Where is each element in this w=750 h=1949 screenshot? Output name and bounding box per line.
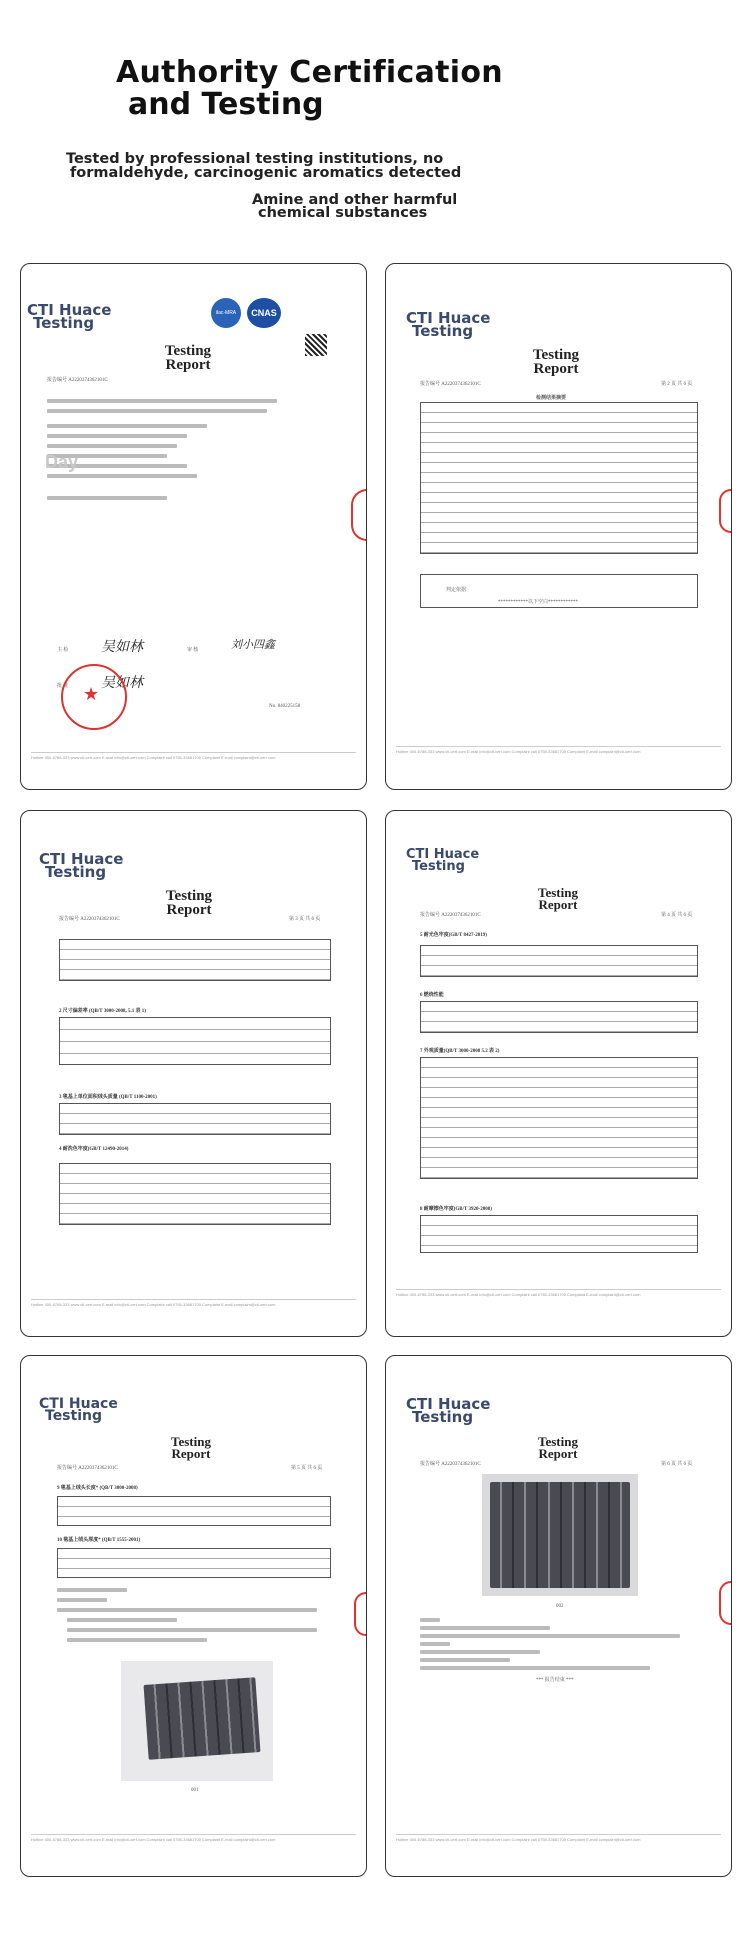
info-line (47, 399, 277, 403)
report-page-6 (385, 1355, 732, 1877)
note-line (57, 1608, 317, 1612)
fiber-table (59, 939, 331, 981)
logo-line2: Testing (412, 859, 465, 874)
logo-line2: Testing (412, 322, 474, 340)
report-heading-line2: Report (538, 897, 578, 912)
cnas-icon (247, 298, 281, 328)
page-number: 第 2 页 共 6 页 (661, 382, 693, 387)
end-marker: *** 报告结束 *** (536, 1678, 574, 1683)
section-10-title: 10 毯基上绒头厚度* (QB/T 1555-2001) (57, 1538, 141, 1543)
statement-line (420, 1658, 510, 1662)
hero-subtitle-line4: chemical substances (258, 205, 428, 221)
seal-stamp-edge (719, 489, 731, 533)
info-line (47, 424, 207, 428)
reviewer-label: 审 核 (187, 648, 199, 653)
report-number: 报告编号 A2220374362101C (420, 913, 481, 918)
report-serial: No. 840225158 (269, 704, 301, 709)
statement-line (420, 1666, 650, 1670)
logo-line1: CTI Huace (39, 1396, 118, 1412)
statement-line (420, 1650, 540, 1654)
hero-title-line1: Authority Certification (116, 55, 503, 90)
hero-title-line2: and Testing (128, 87, 324, 122)
logo-line2: Testing (45, 1408, 102, 1424)
section-9-title: 9 毯基上绒头长度* (QB/T 3000-2008) (57, 1486, 138, 1491)
page-footer: Hotline 400-6788-333 www.cti-cert.com E-mail info@cti-cert.com Complaint call 0755-33681700 Complaint E-mail complaint@cti-cert.com (396, 1289, 721, 1297)
report-number: 报告编号 A2220374362101C (420, 1462, 481, 1467)
day-watermark-text: Day (45, 452, 79, 472)
rub-fastness-table (420, 1215, 698, 1253)
carpet-sample-image (144, 1677, 261, 1760)
hero-banner (0, 0, 750, 240)
reviewer-signature: 刘小四鑫 (231, 638, 275, 651)
pile-mass-table (59, 1103, 331, 1135)
report-heading (148, 344, 228, 372)
section-2-title: 2 尺寸偏差率 (QB/T 3000-2008, 5.1 表 1) (59, 1009, 146, 1014)
note-line (67, 1638, 207, 1642)
section-8-title: 8 耐摩擦色牢度(GB/T 3920-2008) (420, 1207, 492, 1212)
seal-stamp-edge (351, 489, 367, 541)
report-heading-line1: Testing (164, 343, 212, 359)
size-table (59, 1017, 331, 1065)
note-line (57, 1588, 127, 1592)
photo-caption-002: 002 (556, 1604, 564, 1609)
light-fastness-table (420, 945, 698, 977)
report-heading (516, 348, 596, 376)
hero-subtitle-line1: Tested by professional testing institutions, no (66, 151, 444, 167)
cti-logo (406, 849, 479, 873)
page-number: 第 3 页 共 6 页 (289, 917, 321, 922)
cti-logo (406, 309, 491, 340)
page-footer: Hotline 400-6788-333 www.cti-cert.com E-mail info@cti-cert.com Complaint call 0755-33681700 Complaint E-mail complaint@cti-cert.com (396, 1834, 721, 1842)
approver-label: 批 准 (57, 684, 69, 689)
logo-line2: Testing (412, 1408, 474, 1426)
carpet-sample-image (490, 1482, 630, 1588)
report-number: 报告编号 A2220374362101C (57, 1466, 118, 1471)
page-footer: Hotline 400-6788-333 www.cti-cert.com E-mail info@cti-cert.com Complaint call 0755-33681700 Complaint E-mail complaint@cti-cert.com (396, 746, 721, 754)
report-number: 报告编号 A2220374362101C (420, 382, 481, 387)
ilac-mra-icon (211, 298, 241, 328)
report-page-2 (385, 263, 732, 790)
logo-line1: CTI Huace (406, 309, 491, 327)
wash-fastness-table (59, 1163, 331, 1225)
report-heading-line2: Report (166, 902, 212, 918)
seal-star-icon: ★ (83, 684, 100, 704)
section-6-title: 6 燃烧性能 (420, 993, 444, 998)
report-heading (149, 889, 229, 917)
note-line (67, 1628, 317, 1632)
page-footer: Hotline 400-6788-333 www.cti-cert.com E-mail info@cti-cert.com Complaint call 0755-33681700 Complaint E-mail complaint@cti-cert.com (31, 752, 356, 760)
report-page-4 (385, 810, 732, 1337)
info-line (47, 409, 267, 413)
photo-caption-001: 001 (191, 1788, 199, 1793)
judge-label: 判定依据 (446, 588, 467, 593)
report-number: 报告编号 A2220374362101C (59, 917, 120, 922)
cti-logo (27, 301, 112, 332)
pile-thickness-table (57, 1548, 331, 1578)
cti-logo (39, 1398, 118, 1422)
section-7-title: 7 外观质量(QB/T 3000-2008 5.2 表 2) (420, 1049, 500, 1054)
report-heading-line1: Testing (538, 1434, 578, 1449)
inspector-signature: 吴如林 (101, 639, 143, 655)
note-line (67, 1618, 177, 1622)
info-line (47, 474, 197, 478)
logo-line1: CTI Huace (27, 301, 112, 319)
section-5-title: 5 耐光色牢度(GB/T 8427-2019) (420, 933, 487, 938)
page-footer: Hotline 400-6788-333 www.cti-cert.com E-mail info@cti-cert.com Complaint call 0755-33681700 Complaint E-mail complaint@cti-cert.com (31, 1834, 356, 1842)
end-marker: ************以下空白************ (498, 600, 579, 605)
section-3-title: 3 毯基上单位面积绒头质量 (QB/T 1100-2001) (59, 1095, 157, 1100)
report-heading-line1: Testing (532, 347, 580, 363)
ilac-label: ilac-MRA (215, 310, 237, 316)
report-page-5 (20, 1355, 367, 1877)
statement-line (420, 1626, 550, 1630)
cnas-label: CNAS (251, 308, 277, 318)
logo-line1: CTI Huace (39, 850, 124, 868)
report-heading-line1: Testing (538, 885, 578, 900)
info-line (47, 496, 167, 500)
logo-line2: Testing (33, 314, 95, 332)
report-heading-line2: Report (533, 361, 579, 377)
summary-table (420, 402, 698, 554)
report-heading (518, 1436, 598, 1460)
statement-line (420, 1642, 450, 1646)
appearance-table (420, 1057, 698, 1179)
logo-line1: CTI Huace (406, 1395, 491, 1413)
hero-subtitle-line2: formaldehyde, carcinogenic aromatics detected (70, 165, 462, 181)
inspector-label: 主 检 (57, 648, 69, 653)
hero-subtitle-line3: Amine and other harmful (252, 192, 458, 208)
report-heading-line2: Report (538, 1446, 578, 1461)
statement-line (420, 1634, 680, 1638)
qr-code-icon (305, 334, 327, 356)
report-page-3 (20, 810, 367, 1337)
logo-line2: Testing (45, 863, 107, 881)
cti-logo (406, 1395, 491, 1426)
page-number: 第 4 页 共 6 页 (661, 913, 693, 918)
cti-logo (39, 850, 124, 881)
statement-line (420, 1618, 440, 1622)
flammability-table (420, 1001, 698, 1033)
report-heading (151, 1436, 231, 1460)
page-number: 第 6 页 共 6 页 (661, 1462, 693, 1467)
logo-line1: CTI Huace (406, 847, 480, 862)
approver-signature: 吴如林 (101, 675, 143, 691)
section-4-title: 4 耐洗色牢度(GB/T 12490-2014) (59, 1147, 129, 1152)
seal-stamp-edge (719, 1581, 731, 1625)
report-number: 报告编号 A2220374362101C (47, 378, 108, 383)
page-footer: Hotline 400-6788-333 www.cti-cert.com E-mail info@cti-cert.com Complaint call 0755-33681700 Complaint E-mail complaint@cti-cert.com (31, 1299, 356, 1307)
report-heading-line2: Report (171, 1446, 211, 1461)
info-line (47, 444, 177, 448)
summary-table-title: 检测结果摘要 (536, 396, 567, 401)
info-line (47, 434, 187, 438)
report-page-1 (20, 263, 367, 790)
page-number: 第 5 页 共 6 页 (291, 1466, 323, 1471)
report-heading-line1: Testing (171, 1434, 211, 1449)
seal-stamp-edge (354, 1592, 366, 1636)
report-heading-line2: Report (165, 357, 211, 373)
report-heading-line1: Testing (165, 888, 213, 904)
report-heading (518, 887, 598, 911)
note-line (57, 1598, 107, 1602)
pile-length-table (57, 1496, 331, 1526)
